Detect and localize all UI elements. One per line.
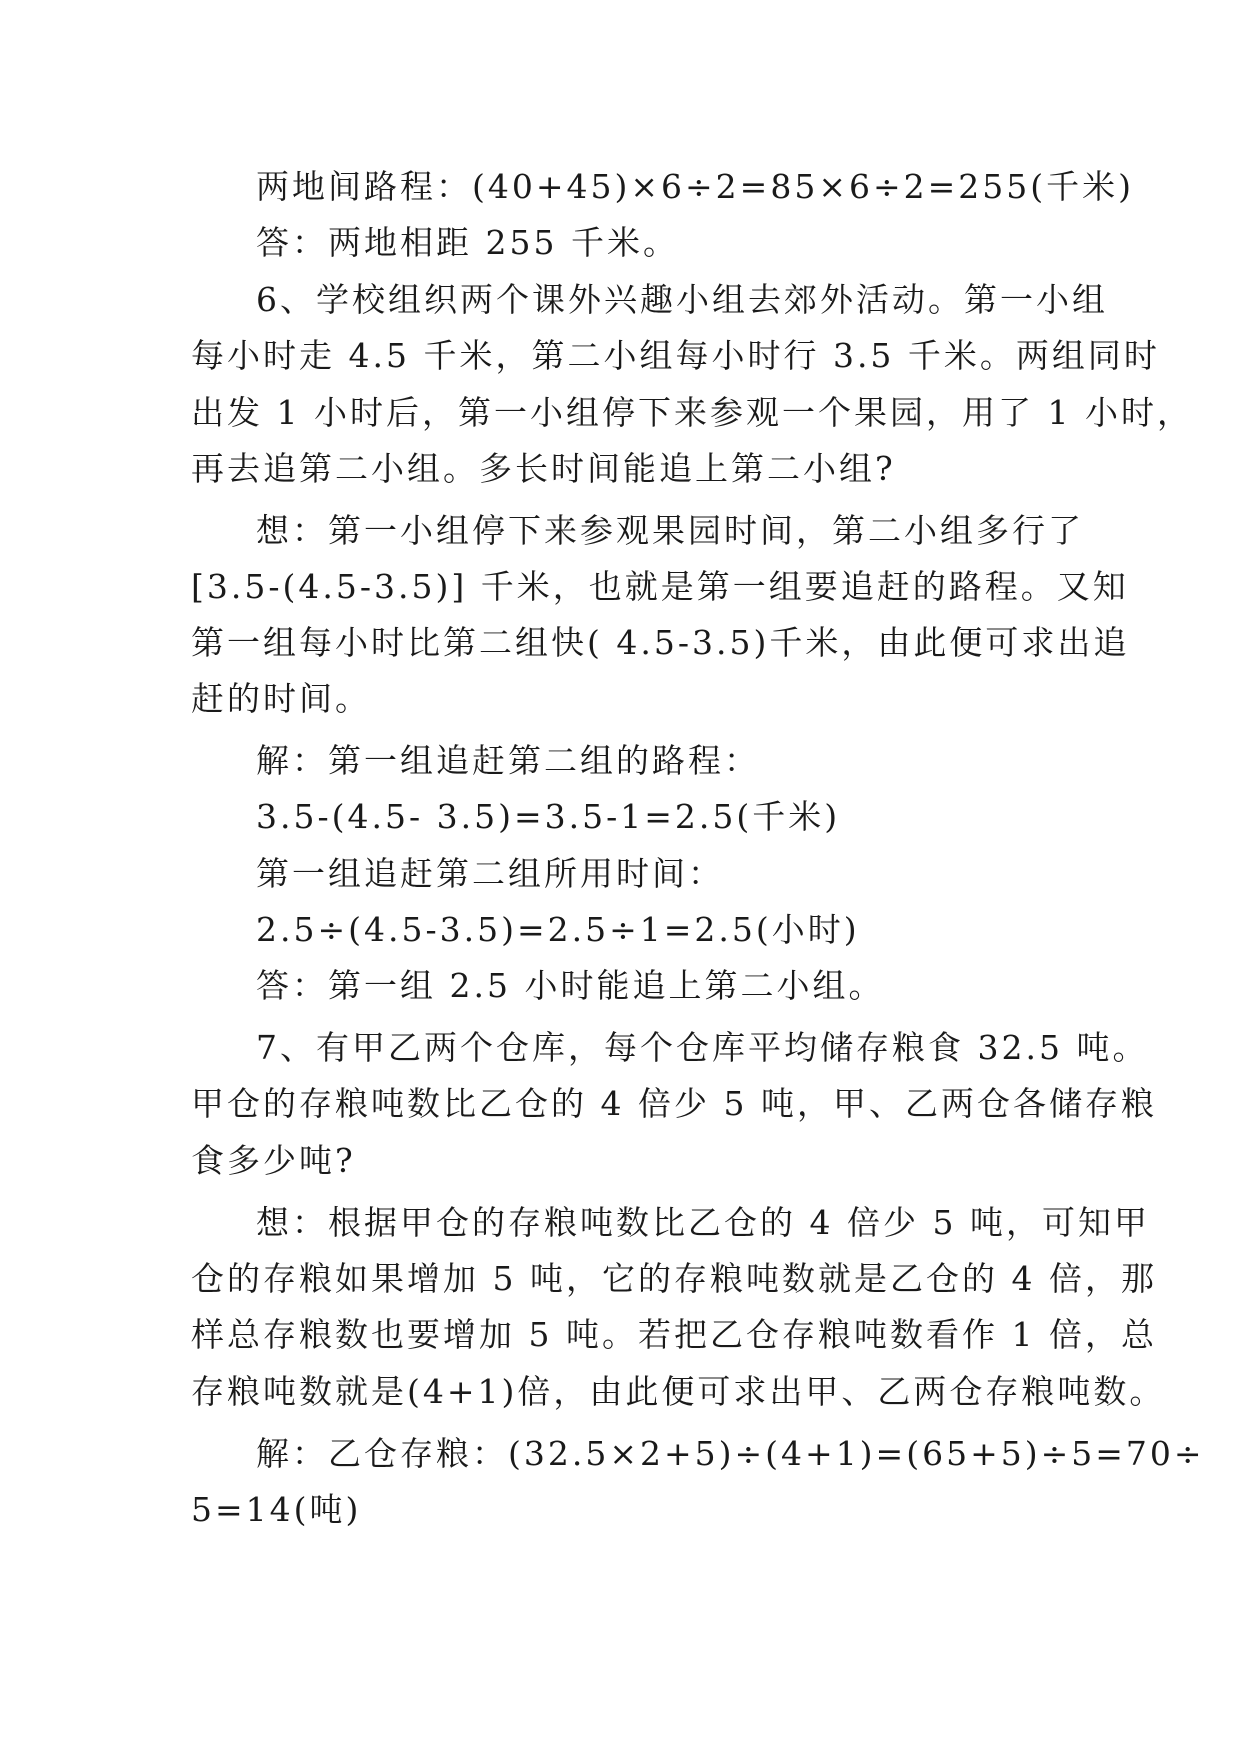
- text-line: 2.5÷(4.5-3.5)=2.5÷1=2.5(小时): [256, 910, 860, 949]
- text-line: 两地间路程：(40+45)×6÷2=85×6÷2=255(千米): [256, 167, 1134, 206]
- text-line: 食多少吨?: [191, 1141, 356, 1180]
- text-line: 仓的存粮如果增加 5 吨，它的存粮吨数就是乙仓的 4 倍，那: [191, 1259, 1157, 1298]
- text-line: 答：两地相距 255 千米。: [256, 223, 679, 262]
- text-line: 赶的时间。: [191, 679, 371, 718]
- text-line: 样总存粮数也要增加 5 吨。若把乙仓存粮吨数看作 1 倍，总: [191, 1315, 1157, 1354]
- text-line: 存粮吨数就是(4+1)倍，由此便可求出甲、乙两仓存粮吨数。: [191, 1372, 1166, 1411]
- text-line: 出发 1 小时后，第一小组停下来参观一个果园，用了 1 小时，: [191, 393, 1193, 432]
- text-line: 解：乙仓存粮：(32.5×2+5)÷(4+1)=(65+5)÷5=70÷: [256, 1434, 1205, 1473]
- text-line: 再去追第二小组。多长时间能追上第二小组?: [191, 449, 896, 488]
- text-line: 想：根据甲仓的存粮吨数比乙仓的 4 倍少 5 吨，可知甲: [256, 1203, 1150, 1242]
- text-line: 每小时走 4.5 千米，第二小组每小时行 3.5 千米。两组同时: [191, 336, 1160, 375]
- text-line: 5=14(吨): [191, 1490, 362, 1529]
- text-line: 3.5-(4.5- 3.5)=3.5-1=2.5(千米): [256, 797, 841, 836]
- text-line: [3.5-(4.5-3.5)] 千米，也就是第一组要追赶的路程。又知: [191, 567, 1129, 606]
- text-line: 答：第一组 2.5 小时能追上第二小组。: [256, 966, 885, 1005]
- text-line: 解：第一组追赶第二组的路程：: [256, 741, 760, 780]
- text-line: 第一组追赶第二组所用时间：: [256, 854, 724, 893]
- text-line: 7、有甲乙两个仓库，每个仓库平均储存粮食 32.5 吨。: [256, 1028, 1149, 1067]
- text-line: 想：第一小组停下来参观果园时间，第二小组多行了: [256, 511, 1084, 550]
- text-line: 甲仓的存粮吨数比乙仓的 4 倍少 5 吨，甲、乙两仓各储存粮: [191, 1084, 1157, 1123]
- text-line: 6、学校组织两个课外兴趣小组去郊外活动。第一小组: [256, 280, 1108, 319]
- text-line: 第一组每小时比第二组快( 4.5-3.5)千米，由此便可求出追: [191, 623, 1130, 662]
